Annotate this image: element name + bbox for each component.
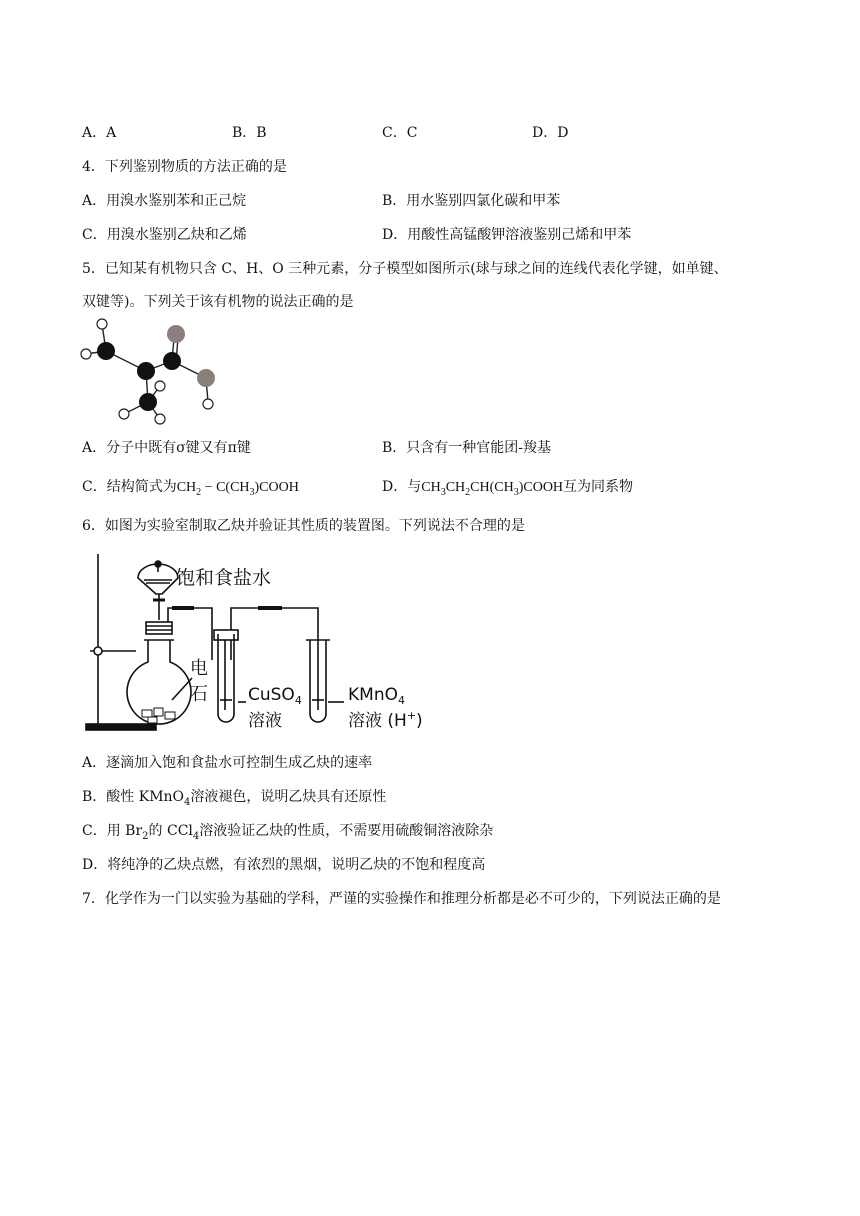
q6-option-a: A．逐滴加入饱和食盐水可控制生成乙炔的速率: [82, 755, 373, 771]
q6-stem: 6．如图为实验室制取乙炔并验证其性质的装置图。下列说法不合理的是: [82, 518, 525, 534]
q5-stem-line1: 5．已知某有机物只含 C、H、O 三种元素，分子模型如图所示(球与球之间的连线代表化学键，如单键、: [82, 261, 728, 277]
q3-option-b: B．B: [232, 125, 267, 141]
q6-option-c: C．用 $Br_2$的 CCl$_4$溶液验证乙炔的性质，不需要用硫酸铜溶液除杂: [82, 823, 494, 842]
acetylene-apparatus-figure: [82, 550, 442, 740]
label-kmno4: KMnO$_4$: [348, 685, 405, 707]
label-brine: 饱和食盐水: [176, 567, 272, 589]
q5-option-a: A．分子中既有σ键又有π键: [82, 440, 251, 456]
label-solution-2: 溶液 (H+): [348, 709, 423, 731]
q5-option-d-formula: $CH_3CH_2CH(CH_3)COOH$: [421, 480, 564, 498]
q6-option-b-post: 溶液褪色，说明乙炔具有还原性: [190, 789, 387, 805]
calcium-carbide-lumps: [142, 708, 175, 723]
molecule-model-figure: [78, 316, 223, 428]
q5-option-d: [382, 477, 633, 503]
label-cuso4: CuSO$_4$: [248, 685, 302, 707]
q5-stem-line2: 双键等)。下列关于该有机物的说法正确的是: [82, 294, 354, 310]
q5-option-c-formula: $CH_2$ − $C(CH_3)COOH$: [176, 480, 299, 498]
q5-option-c: [82, 477, 299, 503]
q4-option-a: A．用溴水鉴别苯和正己烷: [82, 193, 247, 209]
label-carbide-2: 石: [190, 684, 208, 705]
q3-option-c: C．C: [382, 125, 418, 141]
q6-option-c-post: 溶液验证乙炔的性质，不需要用硫酸铜溶液除杂: [199, 823, 494, 839]
carbon-atoms: [97, 342, 181, 411]
q3-option-d: D．D: [532, 125, 569, 141]
q4-option-d: D．用酸性高锰酸钾溶液鉴别己烯和甲苯: [382, 227, 632, 243]
q3-option-a: A．A: [82, 125, 117, 141]
q4-stem: 4．下列鉴别物质的方法正确的是: [82, 159, 287, 175]
q6-option-c-mid: 的 CCl: [148, 823, 193, 839]
q6-option-c-pre: C．用 Br: [82, 823, 143, 839]
q5-option-b: B．只含有一种官能团-羧基: [382, 440, 552, 456]
q6-option-d: D．将纯净的乙炔点燃，有浓烈的黑烟，说明乙炔的不饱和程度高: [82, 857, 486, 873]
q5-option-c-prefix: C．结构简式为: [82, 479, 177, 495]
label-carbide-1: 电: [190, 658, 208, 679]
q5-option-d-suffix: 互为同系物: [563, 479, 634, 495]
q5-option-d-prefix: D．与: [382, 479, 422, 495]
label-solution-1: 溶液: [248, 711, 282, 731]
q6-option-b: B．酸性 KMnO$_4$溶液褪色，说明乙炔具有还原性: [82, 789, 387, 808]
q6-option-b-pre: B．酸性 KMnO: [82, 789, 185, 805]
q4-option-b: B．用水鉴别四氯化碳和甲苯: [382, 193, 561, 209]
q4-option-c: C．用溴水鉴别乙炔和乙烯: [82, 227, 247, 243]
q7-stem: 7．化学作为一门以实验为基础的学科，严谨的实验操作和推理分析都是必不可少的，下列说法正确的是: [82, 891, 721, 907]
